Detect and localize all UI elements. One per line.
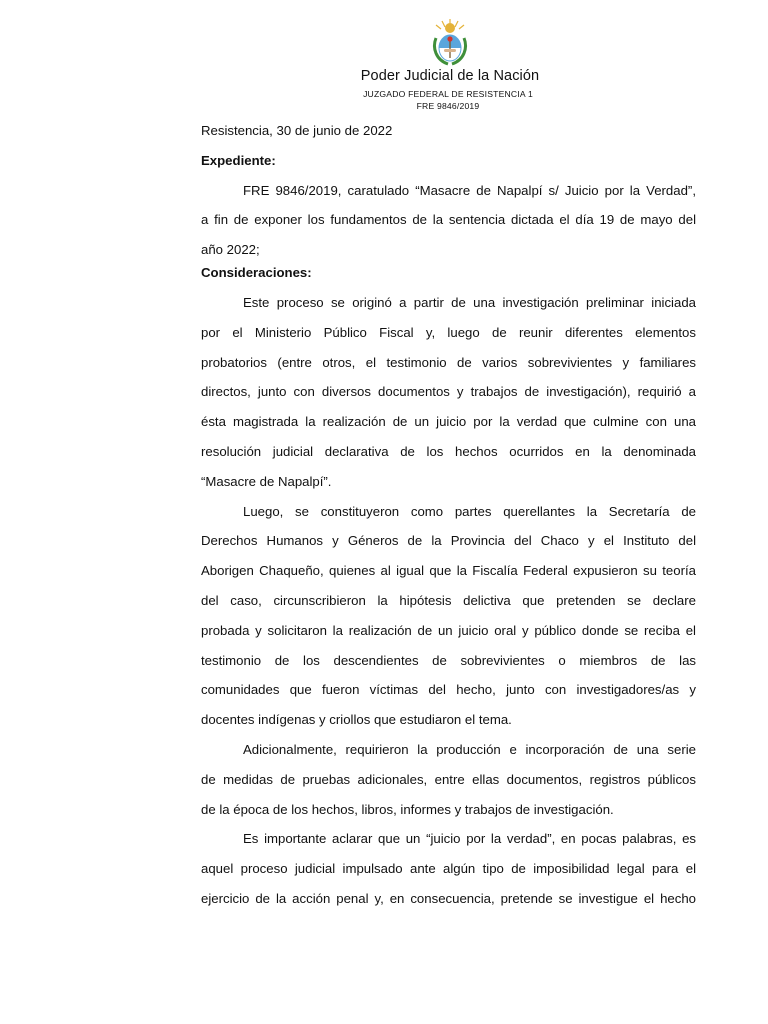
paragraph-line: Luego, se constituyeron como partes querellantes la Secretaría de <box>243 503 696 519</box>
paragraph-line: ejercicio de la acción penal y, en consecuencia, pretende se investigue el hecho <box>201 890 696 906</box>
paragraph-line: por el Ministerio Público Fiscal y, luego de reunir diferentes elementos <box>201 324 696 340</box>
paragraph-line: comunidades que fueron víctimas del hecho, junto con investigadores/as y <box>201 682 696 698</box>
paragraph-line: Aborigen Chaqueño, quienes al igual que la Fiscalía Federal expusieron su teoría <box>201 563 696 579</box>
paragraph-line: de la época de los hechos, libros, informes y trabajos de investigación. <box>201 801 614 817</box>
paragraph-line: Adicionalmente, requirieron la producción e incorporación de una serie <box>243 741 696 757</box>
consideraciones-heading: Consideraciones: <box>201 265 312 281</box>
paragraph-line: de medidas de pruebas adicionales, entre ellas documentos, registros públicos <box>201 771 696 787</box>
paragraph-line: “Masacre de Napalpí”. <box>201 473 332 489</box>
paragraph-line: ésta magistrada la realización de un juicio por la verdad que culmine con una <box>201 414 696 430</box>
court-name: JUZGADO FEDERAL DE RESISTENCIA 1 <box>363 89 533 99</box>
expediente-line: a fin de exponer los fundamentos de la sentencia dictada el día 19 de mayo del <box>201 212 696 228</box>
paragraph-line: testimonio de los descendientes de sobrevivientes o miembros de las <box>201 652 696 668</box>
national-coat-of-arms-icon <box>427 18 473 66</box>
paragraph-line: del caso, circunscribieron la hipótesis delictiva que pretenden se declare <box>201 592 696 608</box>
paragraph-line: Es importante aclarar que un “juicio por la verdad”, en pocas palabras, es <box>243 831 696 847</box>
paragraph-line: probada y solicitaron la realización de un juicio oral y público donde se reciba el <box>201 622 696 638</box>
expediente-heading: Expediente: <box>201 152 276 168</box>
case-number: FRE 9846/2019 <box>416 101 480 111</box>
expediente-line: año 2022; <box>201 242 260 258</box>
expediente-line: FRE 9846/2019, caratulado “Masacre de Napalpí s/ Juicio por la Verdad”, <box>243 182 696 198</box>
institution-title: Poder Judicial de la Nación <box>360 68 540 84</box>
paragraph-line: Este proceso se originó a partir de una investigación preliminar iniciada <box>243 294 696 310</box>
paragraph-line: docentes indígenas y criollos que estudiaron el tema. <box>201 712 512 728</box>
place-date: Resistencia, 30 de junio de 2022 <box>201 123 393 138</box>
paragraph-line: aquel proceso judicial impulsado ante algún tipo de imposibilidad legal para el <box>201 861 696 877</box>
paragraph-line: resolución judicial declarativa de los hechos ocurridos en la denominada <box>201 443 696 459</box>
paragraph-line: probatorios (entre otros, el testimonio de varios sobrevivientes y familiares <box>201 354 696 370</box>
paragraph-line: Derechos Humanos y Géneros de la Provincia del Chaco y el Instituto del <box>201 533 696 549</box>
document-body <box>201 121 696 919</box>
paragraph-line: directos, junto con diversos documentos y trabajos de investigación), requirió a <box>201 384 696 400</box>
